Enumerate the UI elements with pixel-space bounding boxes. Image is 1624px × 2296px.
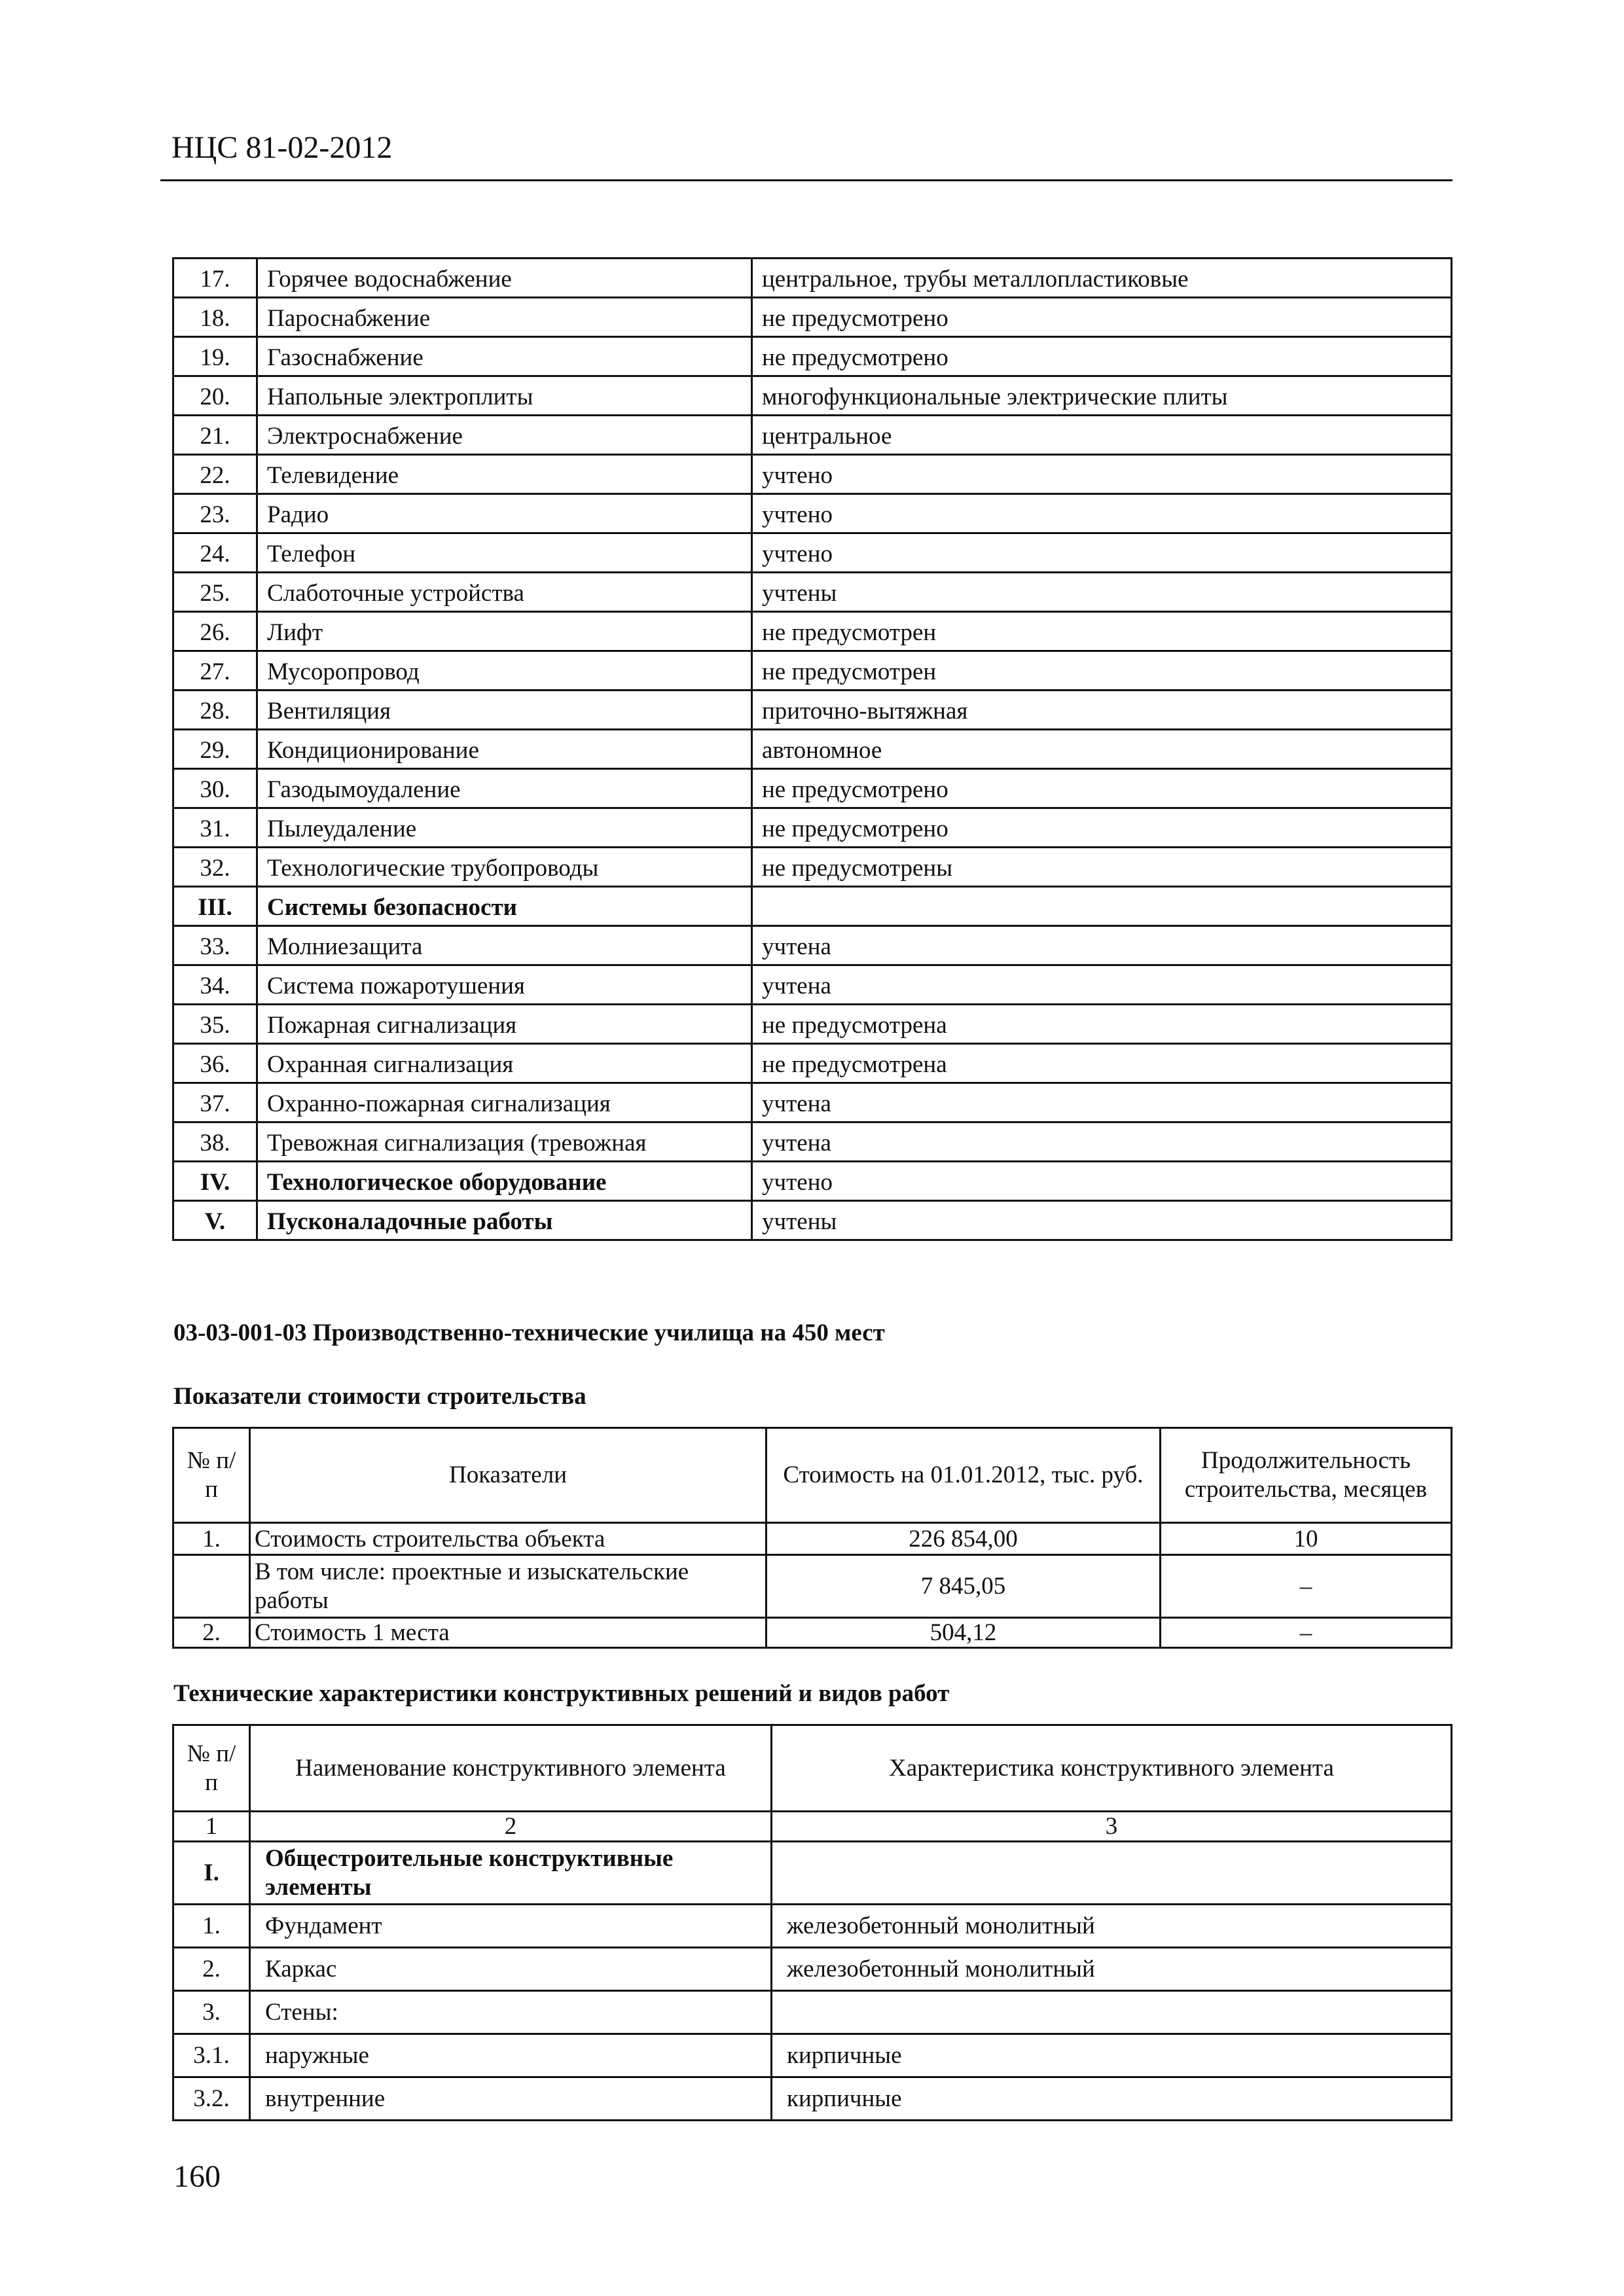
row-value: не предусмотрен: [752, 651, 1452, 691]
row-name: Охранно-пожарная сигнализация: [257, 1083, 752, 1122]
row-duration: 10: [1161, 1523, 1452, 1555]
row-number: 17.: [173, 259, 257, 298]
table-row: [173, 1991, 1452, 2034]
table-row: [173, 416, 1452, 455]
row-number: 27.: [173, 651, 257, 691]
technical-characteristics-heading: Технические характеристики конструктивных решений и видов работ: [173, 1680, 950, 1707]
row-value: не предусмотрена: [752, 1005, 1452, 1044]
table-row: [173, 1842, 1452, 1905]
row-number: I.: [173, 1842, 250, 1905]
row-number: 30.: [173, 769, 257, 808]
row-name: Кондиционирование: [257, 730, 752, 769]
column-number: 1: [173, 1812, 250, 1842]
row-number: 2.: [173, 1948, 250, 1991]
table-row: [173, 691, 1452, 730]
row-value: не предусмотрена: [752, 1044, 1452, 1083]
row-value: не предусмотрено: [752, 808, 1452, 848]
row-number: 18.: [173, 298, 257, 337]
row-number: 35.: [173, 1005, 257, 1044]
table-row: [173, 730, 1452, 769]
table-row: [173, 455, 1452, 494]
row-name: Система пожаротушения: [257, 965, 752, 1005]
row-value: не предусмотрен: [752, 612, 1452, 651]
row-value: центральное: [752, 416, 1452, 455]
row-name: внутренние: [250, 2077, 772, 2121]
row-number: 36.: [173, 1044, 257, 1083]
section-title: 03-03-001-03 Производственно-технические училища на 450 мест: [173, 1319, 885, 1346]
table-row: [173, 337, 1452, 376]
table-row: [173, 2034, 1452, 2077]
cost-indicators-heading: Показатели стоимости строительства: [173, 1383, 586, 1410]
header-element-name: Наименование конструктивного элемента: [250, 1725, 772, 1812]
row-number: III.: [173, 887, 257, 926]
row-name: Каркас: [250, 1948, 772, 1991]
row-indicator: В том числе: проектные и изыскательские работы: [250, 1555, 767, 1618]
row-name: Технологическое оборудование: [257, 1162, 752, 1201]
row-name: Радио: [257, 494, 752, 533]
table-row: [173, 926, 1452, 965]
row-number: 28.: [173, 691, 257, 730]
row-num: 1.: [173, 1523, 250, 1555]
table-row: [173, 612, 1452, 651]
row-value: не предусмотрено: [752, 298, 1452, 337]
row-name: Системы безопасности: [257, 887, 752, 926]
row-number: 19.: [173, 337, 257, 376]
row-value: не предусмотрены: [752, 848, 1452, 887]
row-value: учтена: [752, 926, 1452, 965]
row-value: учтено: [752, 1162, 1452, 1201]
row-value: железобетонный монолитный: [772, 1948, 1452, 1991]
row-name: Слаботочные устройства: [257, 573, 752, 612]
row-number: 3.2.: [173, 2077, 250, 2121]
row-num: 2.: [173, 1618, 250, 1648]
row-duration: –: [1161, 1618, 1452, 1648]
row-number: 22.: [173, 455, 257, 494]
row-num: [173, 1555, 250, 1618]
row-name: Общестроительные конструктивные элементы: [250, 1842, 772, 1905]
table-row: [173, 1201, 1452, 1240]
row-name: Газоснабжение: [257, 337, 752, 376]
row-value: приточно-вытяжная: [752, 691, 1452, 730]
table-row: [173, 769, 1452, 808]
table-row: [173, 1948, 1452, 1991]
row-number: 32.: [173, 848, 257, 887]
row-number: 20.: [173, 376, 257, 416]
row-number: 37.: [173, 1083, 257, 1122]
row-number: 24.: [173, 533, 257, 573]
table-row: [173, 2077, 1452, 2121]
row-name: Телевидение: [257, 455, 752, 494]
row-value: железобетонный монолитный: [772, 1905, 1452, 1948]
row-cost: 7 845,05: [767, 1555, 1161, 1618]
row-name: Молниезащита: [257, 926, 752, 965]
table-row: [173, 1905, 1452, 1948]
row-number: 21.: [173, 416, 257, 455]
row-name: Лифт: [257, 612, 752, 651]
table-row: [173, 808, 1452, 848]
row-name: Охранная сигнализация: [257, 1044, 752, 1083]
header-characteristic: Характеристика конструктивного элемента: [772, 1725, 1452, 1812]
row-value: учтена: [752, 965, 1452, 1005]
row-indicator: Стоимость строительства объекта: [250, 1523, 767, 1555]
header-num: № п/п: [173, 1725, 250, 1812]
table-row: [173, 965, 1452, 1005]
document-code: НЦС 81-02-2012: [171, 130, 393, 165]
table-row: [173, 1162, 1452, 1201]
row-value: автономное: [752, 730, 1452, 769]
row-value: [752, 887, 1452, 926]
row-value: не предусмотрено: [752, 337, 1452, 376]
row-value: учтено: [752, 494, 1452, 533]
header-duration: Продолжительность строительства, месяцев: [1161, 1428, 1452, 1523]
row-number: 1.: [173, 1905, 250, 1948]
row-number: 25.: [173, 573, 257, 612]
row-indicator: Стоимость 1 места: [250, 1618, 767, 1648]
row-number: 26.: [173, 612, 257, 651]
table-row: [173, 376, 1452, 416]
row-value: центральное, трубы металлопластиковые: [752, 259, 1452, 298]
table-row: [173, 1044, 1452, 1083]
table-row: [173, 848, 1452, 887]
row-number: 31.: [173, 808, 257, 848]
page-number: 160: [173, 2159, 221, 2194]
table-row: [173, 533, 1452, 573]
technical-characteristics-table: [172, 1724, 1453, 2121]
cost-indicators-table: [172, 1427, 1453, 1649]
table-row: [173, 494, 1452, 533]
row-value: [772, 1991, 1452, 2034]
row-number: IV.: [173, 1162, 257, 1201]
row-name: наружные: [250, 2034, 772, 2077]
header-indicator: Показатели: [250, 1428, 767, 1523]
header-divider: [160, 179, 1453, 181]
row-number: 33.: [173, 926, 257, 965]
table-row: [173, 573, 1452, 612]
row-number: 3.: [173, 1991, 250, 2034]
table-row: [173, 1083, 1452, 1122]
row-name: Пусконаладочные работы: [257, 1201, 752, 1240]
row-value: многофункциональные электрические плиты: [752, 376, 1452, 416]
row-duration: –: [1161, 1555, 1452, 1618]
row-name: Телефон: [257, 533, 752, 573]
row-value: учтена: [752, 1083, 1452, 1122]
table-row: [173, 1005, 1452, 1044]
row-number: 34.: [173, 965, 257, 1005]
table-row: [173, 651, 1452, 691]
row-name: Пароснабжение: [257, 298, 752, 337]
row-name: Вентиляция: [257, 691, 752, 730]
row-value: кирпичные: [772, 2077, 1452, 2121]
row-value: учтены: [752, 573, 1452, 612]
row-name: Тревожная сигнализация (тревожная: [257, 1122, 752, 1162]
row-name: Пожарная сигнализация: [257, 1005, 752, 1044]
row-name: Технологические трубопроводы: [257, 848, 752, 887]
row-number: 3.1.: [173, 2034, 250, 2077]
row-value: учтена: [752, 1122, 1452, 1162]
row-value: не предусмотрено: [752, 769, 1452, 808]
row-name: Газодымоудаление: [257, 769, 752, 808]
header-num: № п/п: [173, 1428, 250, 1523]
row-value: кирпичные: [772, 2034, 1452, 2077]
row-name: Мусоропровод: [257, 651, 752, 691]
engineering-systems-table: [172, 257, 1453, 1241]
row-number: 29.: [173, 730, 257, 769]
row-name: Стены:: [250, 1991, 772, 2034]
row-number: V.: [173, 1201, 257, 1240]
row-name: Горячее водоснабжение: [257, 259, 752, 298]
row-number: 23.: [173, 494, 257, 533]
row-cost: 504,12: [767, 1618, 1161, 1648]
row-value: учтены: [752, 1201, 1452, 1240]
row-name: Фундамент: [250, 1905, 772, 1948]
table-row: [173, 298, 1452, 337]
row-value: учтено: [752, 455, 1452, 494]
header-cost: Стоимость на 01.01.2012, тыс. руб.: [767, 1428, 1161, 1523]
column-number: 2: [250, 1812, 772, 1842]
column-number: 3: [772, 1812, 1452, 1842]
row-cost: 226 854,00: [767, 1523, 1161, 1555]
row-name: Электроснабжение: [257, 416, 752, 455]
row-number: 38.: [173, 1122, 257, 1162]
table-row: [173, 887, 1452, 926]
table-row: [173, 1122, 1452, 1162]
row-value: учтено: [752, 533, 1452, 573]
row-value: [772, 1842, 1452, 1905]
row-name: Напольные электроплиты: [257, 376, 752, 416]
table-row: [173, 259, 1452, 298]
row-name: Пылеудаление: [257, 808, 752, 848]
